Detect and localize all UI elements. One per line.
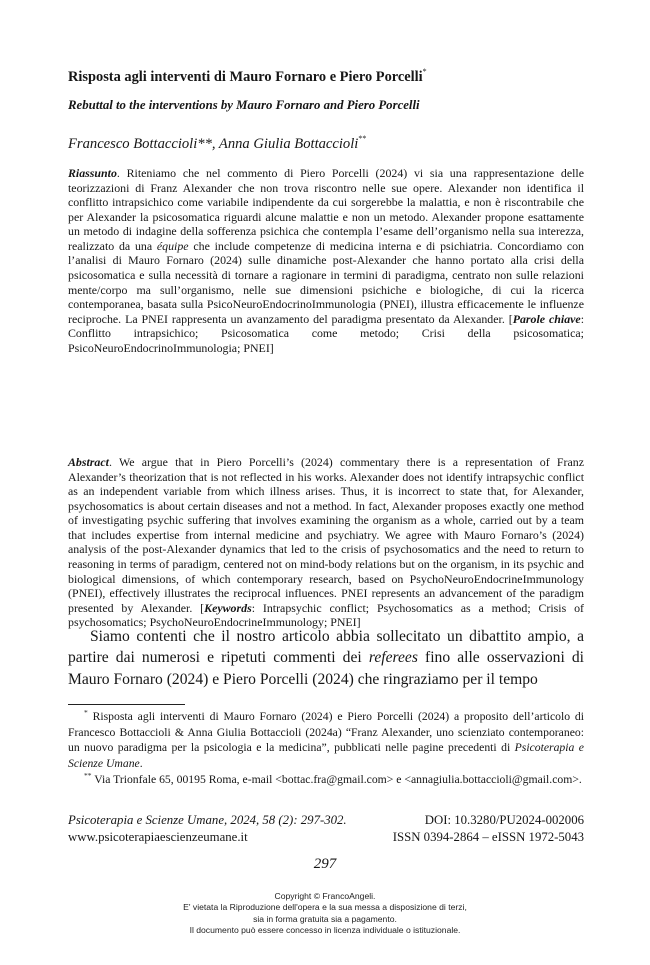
abstract-english-label: Abstract (68, 455, 109, 469)
title-footnote-mark: * (422, 67, 427, 76)
journal-citation (68, 813, 347, 827)
abstract-italian (68, 166, 584, 356)
copyright-line-1: Copyright © FrancoAngeli. (274, 891, 376, 901)
footnote-divider (68, 704, 185, 705)
article-subtitle: Rebuttal to the interventions by Mauro Fornaro and Piero Porcelli (68, 98, 420, 112)
footnote-2-mark: ** (84, 770, 92, 780)
abstract-english-text: . We argue that in Piero Porcelli’s (2024) commentary there is a representation of Franz Alexander’s theorization that is not reflected in his works. Alexander does not identify intrapsychic conflict as an independent variable from which illness arises. Thus, it is incorrect to state that, for Alexander, psychosomatics is about certain diseases and not a method. In fact, Alexander proposes exactly one method of investigating psychic suffering that involves examining the organism as a whole, carried out by a team that includes expertise from internal medicine and psychiatry. We agree with Mauro Fornaro’s (2024) analysis of the post-Alexander dynamics that led to the crisis of psychosomatics and the need to return to reasoning in terms of paradigm, centered not on mind-body relations but on the organism, in its psychic and biological dimensions, of which contemporary research, based on PsychoNeuroEndocrineImmunology (PNEI), effectively illustrates the reciprocal influences. PNEI represents an advancement of the paradigm presented by Alexander. [ (68, 455, 584, 615)
journal-volume: , 2024, 58 (2): 297-302. (224, 813, 347, 827)
footnote-1 (68, 709, 584, 772)
footnote-1-mark: * (84, 708, 88, 717)
journal-name: Psicoterapia e Scienze Umane (68, 813, 225, 827)
body-text-start: Siamo contenti che il nostro articolo abbia sollecitato un dibattito ampio, a partire dai numerosi e ripetuti commenti dei (68, 628, 584, 667)
footnote-2-text: Via Trionfale 65, 00195 Roma, e-mail <bottac.fra@gmail.com> e <annagiulia.bottaccioli@gmail.com>. (91, 772, 582, 786)
journal-citation-row (68, 812, 584, 828)
copyright-line-2: E' vietata la Riproduzione dell'opera e la sua messa a disposizione di terzi, (183, 902, 467, 913)
footnote-2 (68, 772, 584, 788)
abstract-italian-text-2: che include competenze di medicina interna e di psichiatria. Concordiamo con l’analisi di Mauro Fornaro (2024) sulle dinamiche post-Alexander che hanno portato alla crisi della psicosomatica e sulla necessità di tornare a ragionare in termini di paradigma, centrato non sulle relazioni mente/corpo ma sull’organismo, nelle sue dimensioni psichiche e biologiche, di cui la ricerca contemporanea, basata sulla PsicoNeuroEndocrinoImmunologia (PNEI), illustra efficacemente le influenze reciproche. La PNEI rappresenta un avanzamento del paradigma presentato da Alexander. [ (68, 238, 585, 326)
journal-issn: ISSN 0394-2864 – eISSN 1972-5043 (392, 830, 584, 844)
journal-website: www.psicoterapiaescienzeumane.it (68, 830, 248, 844)
footnote-1-end: . (139, 757, 143, 771)
abstract-english (68, 455, 584, 630)
keywords-english-text: : Intrapsychic conflict; Psychosomatics as a method; Crisis of psychosomatics; PsychoNeuroEndocrineImmunology; PNEI] (68, 600, 584, 630)
copyright-line-4: Il documento può essere concesso in licenza individuale o istituzionale. (189, 924, 461, 935)
journal-website-row (68, 829, 584, 845)
keywords-english-label: Keywords (204, 600, 252, 615)
keywords-italian-text: : Conflitto intrapsichico; Psicosomatica come metodo; Crisi della psicosomatica; PsicoNeuroEndocrinoImmunologia; PNEI] (68, 311, 585, 355)
footnote-1-journal: Psicoterapia e Scienze Umane (68, 741, 584, 771)
abstract-italian-label: Riassunto (68, 166, 117, 180)
article-title-text: Risposta agli interventi di Mauro Fornaro e Piero Porcelli (68, 69, 423, 85)
abstract-italian-text: . Riteniamo che nel commento di Piero Porcelli (2024) vi sia una rappresentazione delle teorizzazioni di Franz Alexander che non trova riscontro nelle sue opere. Alexander non identifica il conflitto intrapsichico come variabile indipendente da cui sorgerebbe la malattia, e non è riscontrabile che per Alexander la psicosomatica riguardi alcune malattie e non un metodo. Alexander propone esattamente un metodo di indagine della sofferenza psichica che contempla l’esame dell’organismo nella sua interezza, realizzato da una (68, 166, 584, 253)
authors-text: Francesco Bottaccioli**, Anna Giulia Bottaccioli (68, 136, 359, 152)
copyright-notice (0, 891, 650, 936)
copyright-line-3: sia in forma gratuita sia a pagamento. (253, 913, 397, 924)
article-title (68, 68, 584, 86)
authors-footnote-mark: ** (358, 134, 367, 143)
footnotes (68, 709, 584, 788)
journal-doi: DOI: 10.3280/PU2024-002006 (424, 813, 584, 827)
body-referees: referees (368, 649, 418, 667)
keywords-italian-label: Parole chiave (512, 311, 581, 326)
authors-line (68, 135, 584, 153)
body-text-end: fino alle osservazioni di Mauro Fornaro (2024) e Piero Porcelli (2024) che ringraziamo per il tempo (68, 649, 584, 688)
abstract-italian-equipe: équipe (156, 238, 189, 253)
footnote-1-text: Risposta agli interventi di Mauro Fornaro (2024) e Piero Porcelli (2024) a proposito dell’articolo di Francesco Bottaccioli & Anna Giulia Bottaccioli (2024a) “Franz Alexander, uno scienziato contemporaneo: un nuovo paradigma per la psicologia e la medicina”, pubblicati nelle pagine precedenti di (68, 710, 584, 755)
body-paragraph (68, 626, 584, 690)
page-number: 297 (313, 856, 337, 872)
